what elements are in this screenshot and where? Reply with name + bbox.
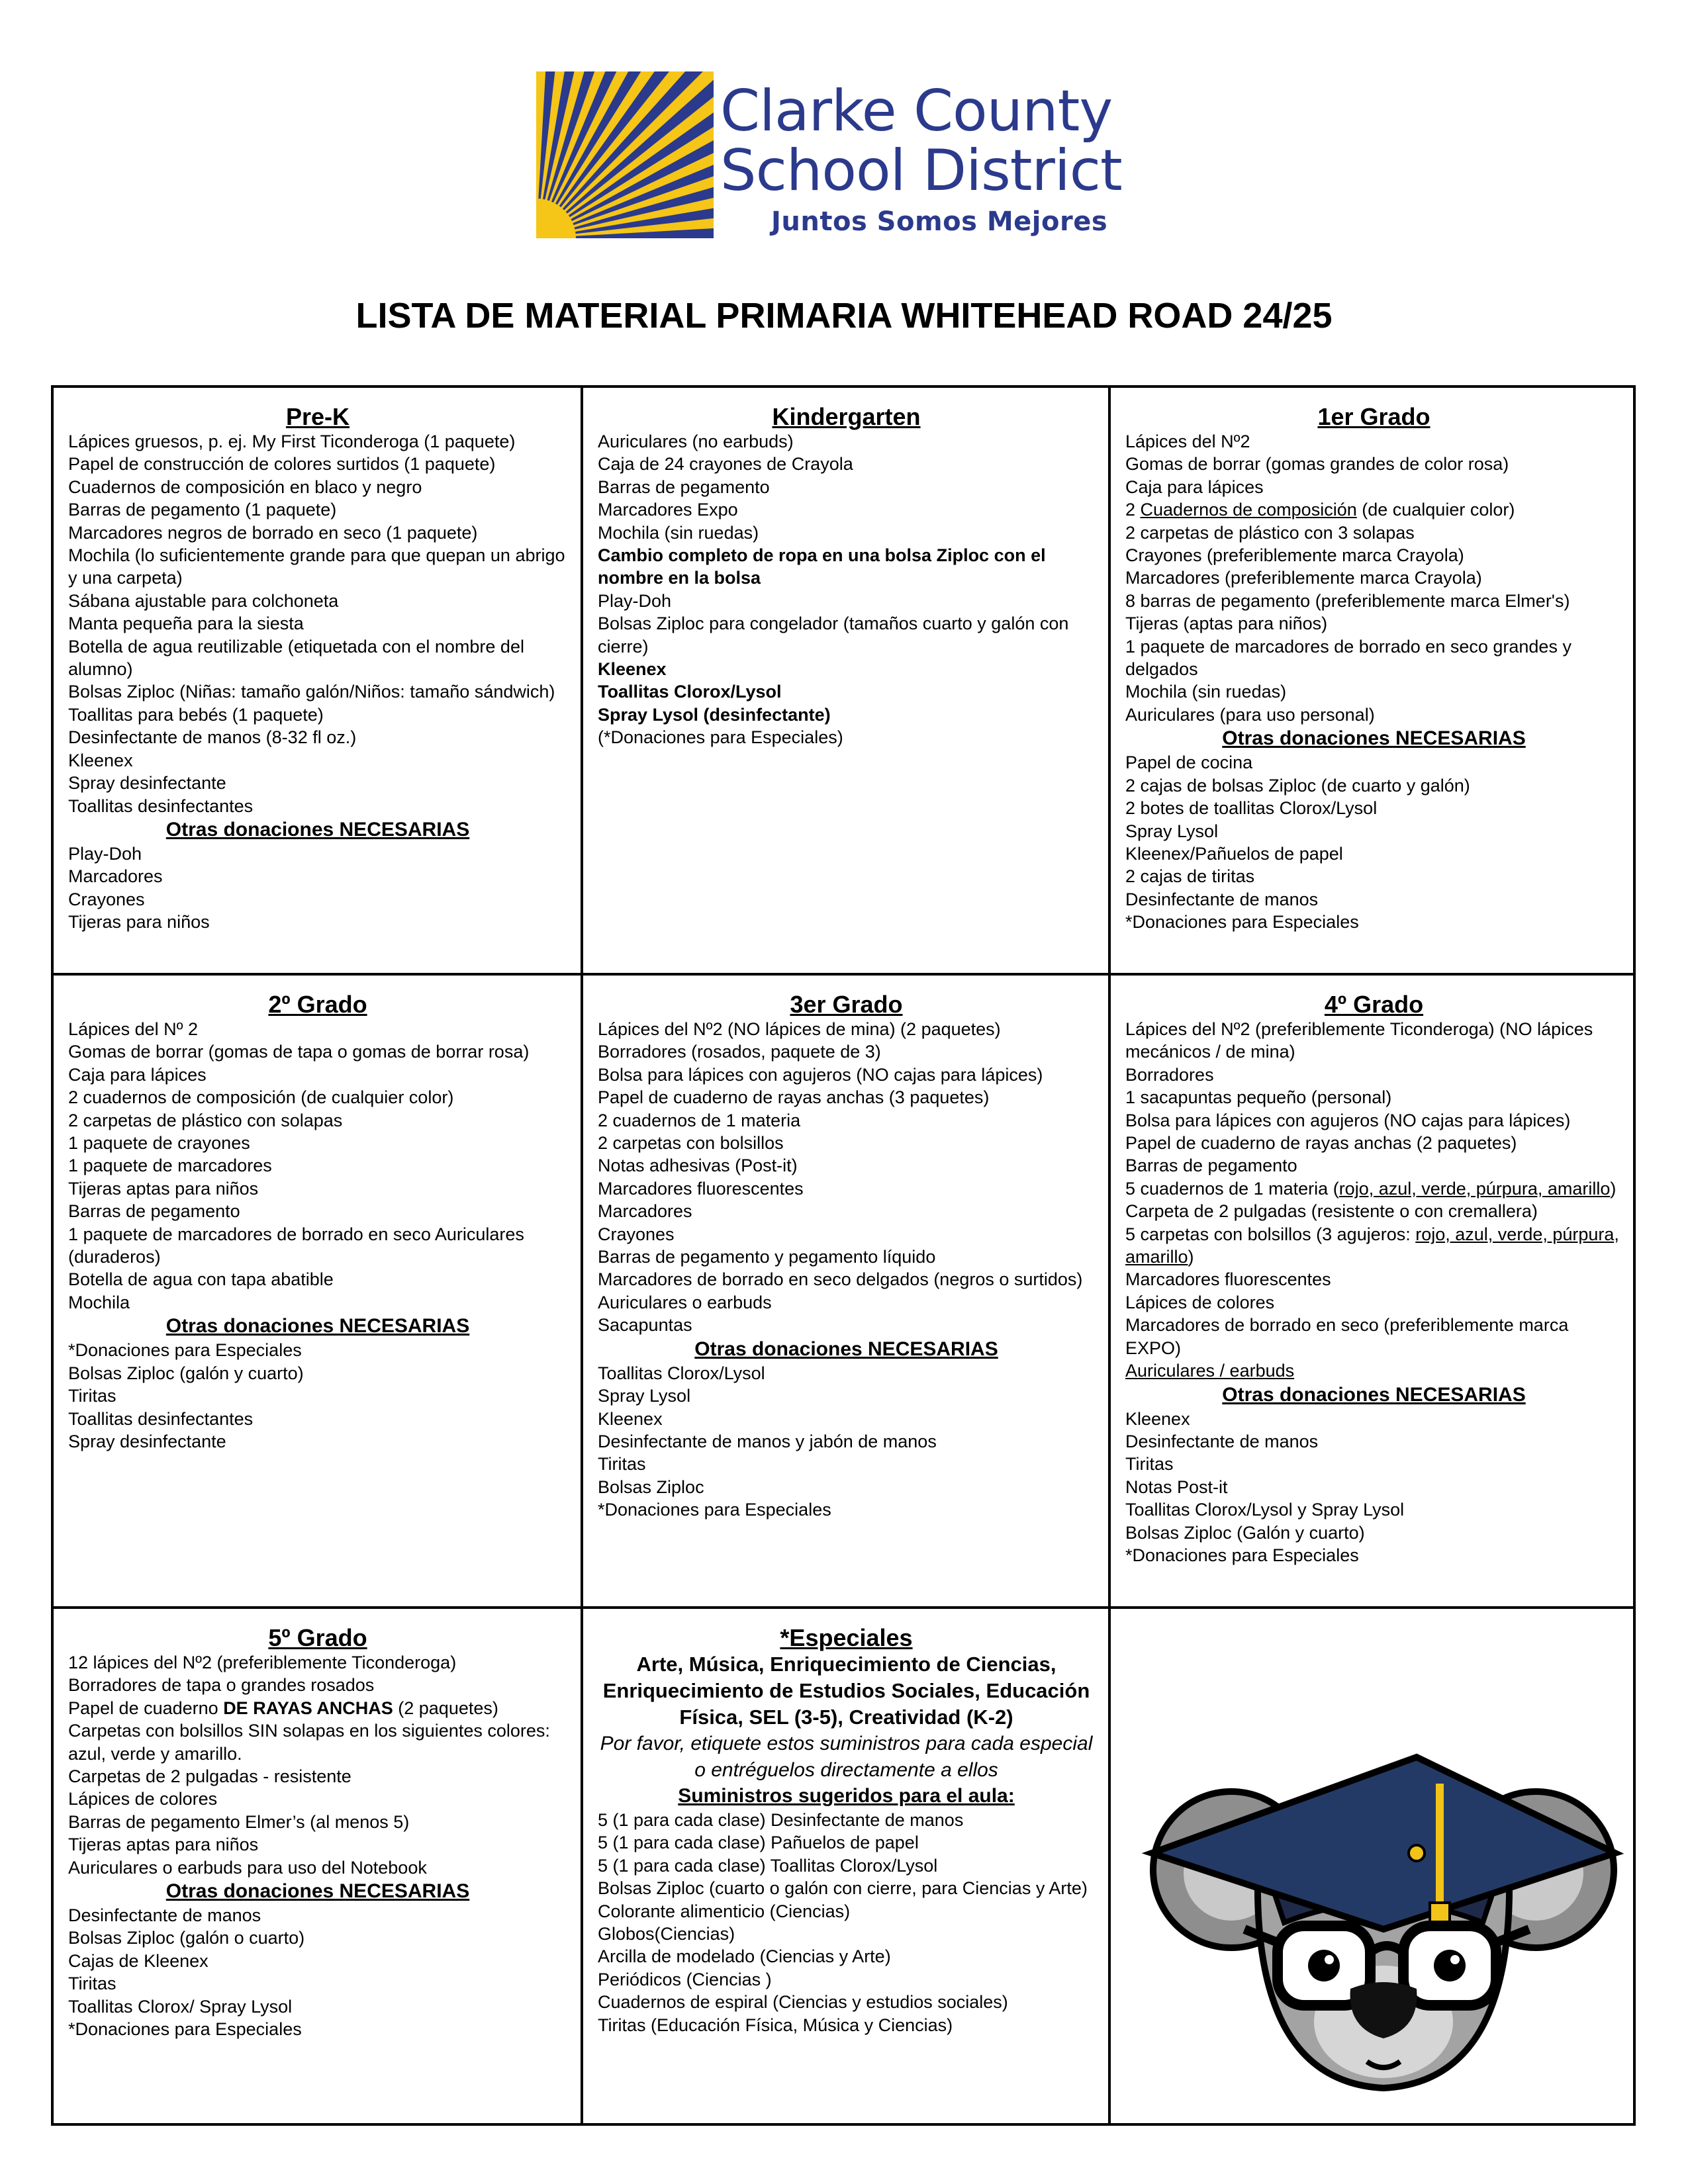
list-item: Gomas de borrar (gomas grandes de color rosa) [1125,454,1509,475]
list-item: Auriculares o earbuds [598,1292,772,1312]
list-item: Caja para lápices [1125,477,1264,497]
list-item: Cuadernos de espiral (Ciencias y estudios sociales) [598,1992,1008,2013]
logo-tagline: Juntos Somos Mejores [771,206,1108,237]
list-item: Marcadores [68,866,163,887]
list-item: Cuadernos de composición en blaco y negro [68,477,422,497]
list-item: Periódicos (Ciencias ) [598,1969,772,1989]
list-item: Desinfectante de manos [1125,889,1319,909]
second-grade-donations-list [68,1339,567,1453]
list-item: Crayones [598,1224,675,1244]
list-item: Caja de 24 crayones de Crayola [598,454,853,475]
fourth-grade-list [1125,1018,1622,1177]
list-item: 5 carpetas con bolsillos (3 agujeros: rojo, azul, verde, púrpura, amarillo) [1125,1224,1619,1267]
list-item: Tiritas [1125,1454,1174,1475]
list-item: Marcadores de borrado en seco delgados (negros o surtidos) [598,1269,1083,1290]
list-item: Sábana ajustable para colchoneta [68,590,339,611]
list-item: Spray Lysol (desinfectante) [598,704,831,725]
first-grade-list-2 [1125,522,1622,727]
list-item: Toallitas para bebés (1 paquete) [68,704,324,725]
list-item: Marcadores fluorescentes [1125,1269,1331,1290]
prek-heading: Pre-K [285,403,350,430]
list-item: Notas adhesivas (Post-it) [598,1156,798,1176]
list-item: Desinfectante de manos [68,1905,261,1926]
especiales-subjects: Arte, Música, Enriquecimiento de Ciencias, Enriquecimiento de Estudios Sociales, Educación Física, SEL (3-5), Creatividad (K-2) [602,1653,1090,1729]
logo-district-name-line1: Clarke County [720,78,1113,144]
list-item: Bolsas Ziploc para congelador (tamaños cuarto y galón con cierre) [598,614,1069,657]
list-item: Desinfectante de manos y jabón de manos [598,1431,937,1451]
list-item: Tijeras aptas para niños [68,1835,259,1855]
list-item: Carpeta de 2 pulgadas (resistente o con cremallera) [1125,1201,1538,1222]
third-grade-section [583,976,1108,1606]
list-item: Bolsas Ziploc (Niñas: tamaño galón/Niños: tamaño sándwich) [68,682,555,702]
list-item: 8 barras de pegamento (preferiblemente marca Elmer's) [1125,590,1570,611]
list-item: Lápices de colores [68,1789,218,1809]
list-item: 1 paquete de crayones [68,1133,250,1154]
list-item: Botella de agua con tapa abatible [68,1269,334,1290]
list-item: *Donaciones para Especiales [598,1500,831,1520]
list-item: 5 (1 para cada clase) Toallitas Clorox/Lysol [598,1855,938,1876]
list-item: Mochila [68,1292,130,1312]
list-item: 2 carpetas de plástico con solapas [68,1110,343,1130]
fourth-grade-donations-heading: Otras donaciones NECESARIAS [1222,1383,1526,1406]
first-grade-donations-heading: Otras donaciones NECESARIAS [1222,727,1526,750]
list-item: 2 Cuadernos de composición (de cualquier color) [1125,500,1515,520]
first-grade-heading: 1er Grado [1317,403,1430,430]
list-item: Borradores de tapa o grandes rosados [68,1675,375,1696]
list-item: Bolsas Ziploc [598,1477,704,1497]
fifth-grade-list-2 [68,1719,567,1879]
list-item: Bolsas Ziploc (galón o cuarto) [68,1928,305,1948]
list-item: Barras de pegamento [598,477,770,497]
list-item: Carpetas de 2 pulgadas - resistente [68,1766,352,1787]
second-grade-heading: 2º Grado [268,991,367,1018]
list-item: Lápices gruesos, p. ej. My First Ticonderoga (1 paquete) [68,432,516,451]
especiales-section [583,1609,1108,2123]
list-item: Manta pequeña para la siesta [68,614,304,634]
list-item: Spray Lysol [1125,821,1219,841]
list-item: Cambio completo de ropa en una bolsa Ziploc con el nombre en la bolsa [598,545,1046,588]
page-title: LISTA DE MATERIAL PRIMARIA WHITEHEAD ROAD 24/25 [355,296,1333,336]
sunburst-logo-icon [536,71,714,238]
list-item: Papel de cuaderno de rayas anchas (3 paquetes) [598,1087,990,1108]
list-item: Auriculares / earbuds [1125,1361,1295,1381]
list-item: Marcadores de borrado en seco (preferiblemente marca EXPO) [1125,1315,1569,1358]
list-item: Papel de cuaderno DE RAYAS ANCHAS (2 paquetes) [68,1698,498,1718]
list-item: Tiritas [68,1386,117,1406]
third-grade-donations-list [598,1362,1095,1522]
list-item: Marcadores Expo [598,500,738,520]
list-item: Kleenex/Pañuelos de papel [1125,843,1343,864]
list-item: Bolsas Ziploc (cuarto o galón con cierre, para Ciencias y Arte) [598,1878,1088,1899]
first-grade-list [1125,430,1622,498]
list-item: Notas Post-it [1125,1477,1228,1497]
list-item: 2 carpetas con bolsillos [598,1133,784,1154]
list-item: *Donaciones para Especiales [68,2019,302,2040]
list-item: Play-Doh [598,590,672,611]
fifth-grade-section [54,1609,581,2123]
fourth-grade-section [1111,976,1636,1606]
logo-district-name-line2: School District [720,138,1122,204]
list-item: Lápices del Nº 2 [68,1019,198,1039]
list-item: Papel de construcción de colores surtidos (1 paquete) [68,454,496,475]
list-item: (*Donaciones para Especiales) [598,727,843,748]
list-item: 2 carpetas de plástico con 3 solapas [1125,522,1415,543]
list-item: Desinfectante de manos [1125,1431,1319,1451]
list-item: Barras de pegamento [1125,1156,1297,1176]
second-grade-donations-heading: Otras donaciones NECESARIAS [165,1315,470,1338]
third-grade-list [598,1018,1095,1337]
list-item: Mochila (sin ruedas) [1125,682,1287,702]
third-grade-heading: 3er Grado [790,991,903,1018]
third-grade-donations-heading: Otras donaciones NECESARIAS [694,1338,998,1360]
list-item: Toallitas Clorox/Lysol y Spray Lysol [1125,1500,1405,1520]
list-item: Lápices del Nº2 (NO lápices de mina) (2 paquetes) [598,1019,1001,1039]
list-item: Barras de pegamento (1 paquete) [68,500,337,520]
list-item: 1 paquete de marcadores de borrado en seco Auriculares (duraderos) [68,1224,524,1267]
list-item: Bolsas Ziploc (Galón y cuarto) [1125,1522,1365,1543]
second-grade-section [54,976,581,1606]
list-item: Toallitas Clorox/ Spray Lysol [68,1996,293,2017]
kindergarten-bold-list [598,658,1095,726]
list-item: 2 cuadernos de composición (de cualquier color) [68,1087,454,1108]
list-item: 5 (1 para cada clase) Pañuelos de papel [598,1833,919,1853]
prek-section [54,388,581,973]
fourth-grade-heading: 4º Grado [1324,991,1424,1018]
fifth-grade-donations-heading: Otras donaciones NECESARIAS [165,1880,470,1903]
especiales-list [598,1809,1095,2036]
list-item: Colorante alimenticio (Ciencias) [598,1901,851,1921]
kindergarten-list [598,430,1095,544]
list-item: Bolsa para lápices con agujeros (NO cajas para lápices) [598,1064,1043,1085]
list-item: Toallitas desinfectantes [68,796,254,816]
list-item: 2 cajas de tiritas [1125,866,1255,887]
list-item: Tiritas [598,1454,646,1475]
list-item: Crayones (preferiblemente marca Crayola) [1125,545,1464,566]
list-item: Spray desinfectante [68,1431,226,1451]
list-item: Toallitas desinfectantes [68,1408,254,1429]
first-grade-section [1111,388,1636,973]
prek-donations-heading: Otras donaciones NECESARIAS [165,818,470,841]
list-item: Mochila (sin ruedas) [598,522,759,543]
list-item: Gomas de borrar (gomas de tapa o gomas de borrar rosa) [68,1042,530,1062]
list-item: Kleenex [1125,1408,1190,1429]
list-item: Marcadores (preferiblemente marca Crayola) [1125,568,1482,588]
list-item: Desinfectante de manos (8-32 fl oz.) [68,727,357,748]
list-item: 12 lápices del Nº2 (preferiblemente Ticonderoga) [68,1653,457,1672]
list-item: Lápices de colores [1125,1292,1275,1312]
list-item: Tiritas (Educación Física, Música y Ciencias) [598,2015,953,2035]
especiales-heading: *Especiales [780,1624,913,1651]
list-item: 2 botes de toallitas Clorox/Lysol [1125,798,1378,819]
list-item: Cajas de Kleenex [68,1950,209,1971]
list-item: Bolsa para lápices con agujeros (NO cajas para lápices) [1125,1110,1571,1130]
list-item: *Donaciones para Especiales [68,1340,302,1361]
list-item: 2 cuadernos de 1 materia [598,1110,801,1130]
prek-list [68,430,567,817]
list-item: Borradores (rosados, paquete de 3) [598,1042,881,1062]
list-item: Tijeras aptas para niños [68,1178,259,1199]
list-item: Papel de cuaderno de rayas anchas (2 paquetes) [1125,1133,1517,1154]
list-item: Spray desinfectante [68,773,226,794]
list-item: Carpetas con bolsillos SIN solapas en los siguientes colores: azul, verde y amarillo. [68,1721,550,1764]
list-item: Spray Lysol [598,1386,691,1406]
list-item: Crayones [68,889,145,909]
list-item: Tijeras para niños [68,912,210,933]
fifth-grade-list [68,1651,567,1697]
list-item: Sacapuntas [598,1315,692,1336]
list-item: Auriculares o earbuds para uso del Notebook [68,1857,427,1878]
koala-graduate-mascot-icon [1139,1711,1628,2095]
list-item: Borradores [1125,1064,1214,1085]
list-item: Papel de cocina [1125,752,1253,773]
kindergarten-heading: Kindergarten [772,403,921,430]
list-item: 1 paquete de marcadores de borrado en seco grandes y delgados [1125,636,1571,680]
list-item: Botella de agua reutilizable (etiquetada con el nombre del alumno) [68,636,524,680]
fourth-grade-donations-list [1125,1408,1622,1567]
list-item: Arcilla de modelado (Ciencias y Arte) [598,1946,891,1967]
fifth-grade-heading: 5º Grado [268,1624,367,1651]
fifth-grade-donations-list [68,1904,567,2040]
list-item: Kleenex [598,659,667,680]
list-item: Barras de pegamento y pegamento líquido [598,1247,936,1267]
second-grade-list [68,1018,567,1314]
list-item: Lápices del Nº2 (preferiblemente Ticonderoga) (NO lápices mecánicos / de mina) [1125,1019,1593,1062]
list-item: Auriculares (no earbuds) [598,432,794,451]
list-item: Marcadores [598,1201,692,1222]
list-item: 5 cuadernos de 1 materia (rojo, azul, verde, púrpura, amarillo) [1125,1178,1617,1199]
list-item: 5 (1 para cada clase) Desinfectante de manos [598,1810,964,1830]
list-item: Kleenex [598,1408,663,1429]
prek-donations-list [68,842,567,934]
list-item: Mochila (lo suficientemente grande para que quepan un abrigo y una carpeta) [68,545,565,588]
fourth-grade-list-2 [1125,1268,1622,1359]
list-item: 1 paquete de marcadores [68,1156,272,1176]
list-item: 1 sacapuntas pequeño (personal) [1125,1087,1392,1108]
list-item: *Donaciones para Especiales [1125,1545,1359,1565]
list-item: Globos(Ciencias) [598,1924,735,1944]
list-item: Barras de pegamento [68,1201,240,1222]
list-item: Marcadores fluorescentes [598,1178,804,1199]
list-item: Kleenex [68,750,133,770]
list-item: Bolsas Ziploc (galón y cuarto) [68,1363,304,1383]
list-item: Tijeras (aptas para niños) [1125,614,1328,634]
kindergarten-section [583,388,1108,973]
list-item: Tiritas [68,1974,117,1994]
list-item: Marcadores negros de borrado en seco (1 paquete) [68,522,478,543]
list-item: Toallitas Clorox/Lysol [598,1363,765,1383]
list-item: Toallitas Clorox/Lysol [598,682,782,702]
kindergarten-list-2 [598,590,1095,658]
list-item: Lápices del Nº2 [1125,432,1250,451]
list-item: 2 cajas de bolsas Ziploc (de cuarto y galón) [1125,775,1470,796]
first-grade-donations-list [1125,751,1622,933]
list-item: Auriculares (para uso personal) [1125,704,1375,725]
especiales-supplies-heading: Suministros sugeridos para el aula: [678,1785,1015,1807]
especiales-instruction: Por favor, etiquete estos suministros para cada especial o entréguelos directamente a ellos [600,1733,1093,1781]
list-item: Barras de pegamento Elmer’s (al menos 5) [68,1811,410,1832]
list-item: *Donaciones para Especiales [1125,912,1359,933]
list-item: Caja para lápices [68,1064,207,1085]
list-item: Play-Doh [68,843,142,864]
